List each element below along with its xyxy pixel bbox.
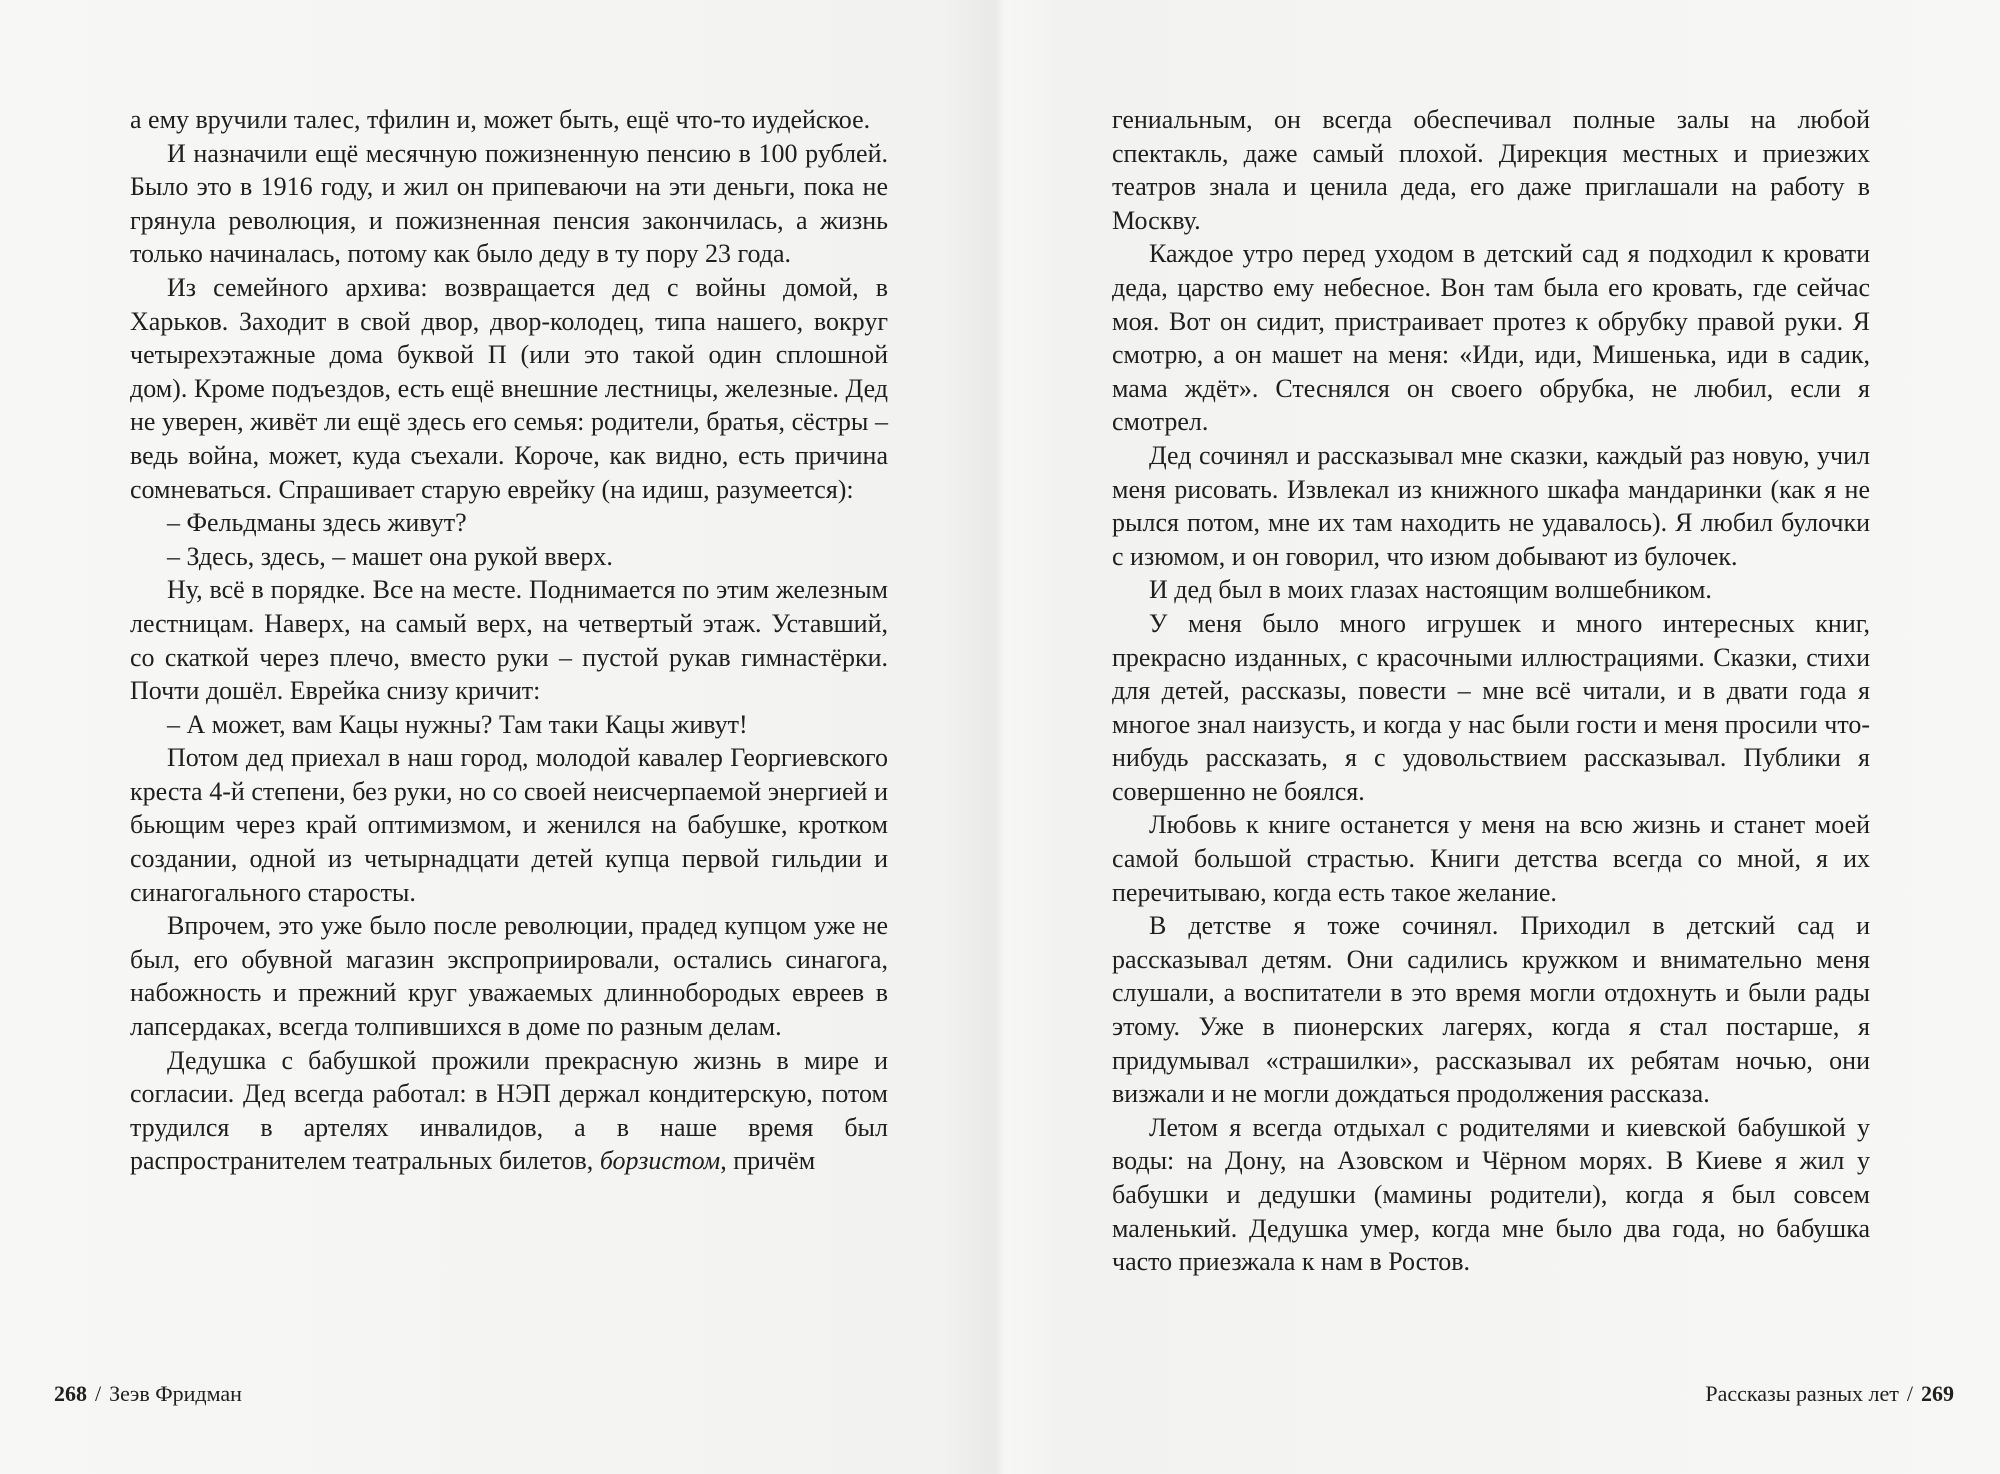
dialogue-line: – Здесь, здесь, – машет она рукой вверх. xyxy=(167,541,613,571)
footer-separator: / xyxy=(95,1381,102,1406)
paragraph: У меня было много игрушек и много интересных книг, прекрасно изданных, с красочными иллюстрациями. Сказки, стихи для детей, рассказы, повести – мне всё читали, и в двати года я многое знал наизусть, и когда у нас были гости и меня просили что-нибудь рассказать, я с удовольствием рассказывал. Публики я совершенно не боялся. xyxy=(1112,608,1870,806)
paragraph: а ему вручили талес, тфилин и, может быть, ещё что-то иудейское. xyxy=(130,105,871,134)
paragraph: Ну, всё в порядке. Все на месте. Поднимается по этим железным лестницам. Наверх, на самый верх, на четвертый этаж. Уставший, со скаткой через плечо, вместо руки – пустой рукав гимнастёрки. Почти дошёл. Еврейка снизу кричит: xyxy=(130,575,888,706)
paragraph: Летом я всегда отдыхал с родителями и киевской бабушкой у воды: на Дону, на Азовском и Чёрном морях. В Киеве я жил у бабушки и дедушки (мамины родители), когда я был совсем маленький. Дедушка умер, когда мне было два года, но бабушка часто приезжала к нам в Ростов. xyxy=(1112,1112,1870,1277)
paragraph: И дед был в моих глазах настоящим волшебником. xyxy=(1149,575,1712,605)
paragraph: Каждое утро перед уходом в детский сад я подходил к кровати деда, царство ему небесное. Вон там была его кровать, где сейчас моя. Вот он сидит, пристраивает протез к обрубку правой руки. Я смотрю, а он машет на меня: «Иди, иди, Мишенька, иди в садик, мама ждёт». Стеснялся он своего обрубка, не любил, если я смотрел. xyxy=(1112,239,1870,437)
book-title: Рассказы разных лет xyxy=(1705,1381,1899,1406)
paragraph: В детстве я тоже сочинял. Приходил в детский сад и рассказывал детям. Они садились кружком и внимательно меня слушали, а воспитатели в это время могли отдохнуть и были рады этому. Уже в пионерских лагерях, когда я стал постарше, я придумывал «страшилки», рассказывал их ребятам ночью, они визжали и не могли дождаться продолжения рассказа. xyxy=(1112,911,1870,1109)
paragraph-text-end: , причём xyxy=(720,1146,816,1176)
italic-word: борзистом xyxy=(599,1146,721,1176)
right-page-footer xyxy=(1705,1380,1954,1408)
page-number: 269 xyxy=(1921,1381,1954,1406)
paragraph: гениальным, он всегда обеспечивал полные залы на любой спектакль, даже самый плохой. Дирекция местных и приезжих театров знала и ценила деда, его даже приглашали на работу в Москву. xyxy=(1112,105,1870,235)
paragraph: И назначили ещё месячную пожизненную пенсию в 100 рублей. Было это в 1916 году, и жил он припеваючи на эти деньги, пока не грянула революция, и пожизненная пенсия закончилась, а жизнь только начиналась, потому как было деду в ту пору 23 года. xyxy=(130,138,888,269)
dialogue-line: – Фельдманы здесь живут? xyxy=(167,508,467,538)
left-page-footer xyxy=(54,1380,242,1408)
page-number: 268 xyxy=(54,1381,87,1406)
dialogue-line: – А может, вам Кацы нужны? Там таки Кацы живут! xyxy=(167,709,748,739)
paragraph-last xyxy=(130,1044,888,1178)
paragraph: Из семейного архива: возвращается дед с войны домой, в Харьков. Заходит в свой двор, двор-колодец, типа нашего, вокруг четырехэтажные дома буквой П (или это такой один сплошной дом). Кроме подъездов, есть ещё внешние лестницы, железные. Дед не уверен, живёт ли ещё здесь его семья: родители, братья, сёстры – ведь война, может, куда съехали. Короче, как видно, есть причина сомневаться. Спрашивает старую еврейку (на идиш, разумеется): xyxy=(130,272,888,504)
footer-separator: / xyxy=(1906,1381,1913,1406)
paragraph: Впрочем, это уже было после революции, прадед купцом уже не был, его обувной магазин экспроприировали, остались синагога, набожность и прежний круг уважаемых длиннобородых евреев в лапсердаках, всегда толпившихся в доме по разным делам. xyxy=(130,911,888,1042)
paragraph: Любовь к книге останется у меня на всю жизнь и станет моей самой большой страстью. Книги детства всегда со мной, я их перечитываю, когда есть такое желание. xyxy=(1112,810,1870,907)
paragraph: Потом дед приехал в наш город, молодой кавалер Георгиевского креста 4-й степени, без руки, но со своей неисчерпаемой энергией и бьющим через край оптимизмом, и женился на бабушке, кротком создании, одной из четырнадцати детей купца первой гильдии и синагогального старосты. xyxy=(130,743,888,907)
left-page-text xyxy=(130,103,888,1178)
author-name: Зеэв Фридман xyxy=(109,1381,242,1406)
right-page xyxy=(1000,0,2000,1474)
right-page-text xyxy=(1112,103,1870,1279)
paragraph: Дед сочинял и рассказывал мне сказки, каждый раз новую, учил меня рисовать. Извлекал из книжного шкафа мандаринки (как я не рылся потом, мне их там находить не удавалось). Я любил булочки с изюмом, и он говорил, что изюм добывают из булочек. xyxy=(1112,440,1870,571)
paragraph-text: Дедушка с бабушкой прожили прекрасную жизнь в мире и согласии. Дед всегда работал: в НЭП держал кондитерскую, потом трудился в артелях инвалидов, а в наше время был распространителем театральных билетов, xyxy=(130,1045,888,1176)
